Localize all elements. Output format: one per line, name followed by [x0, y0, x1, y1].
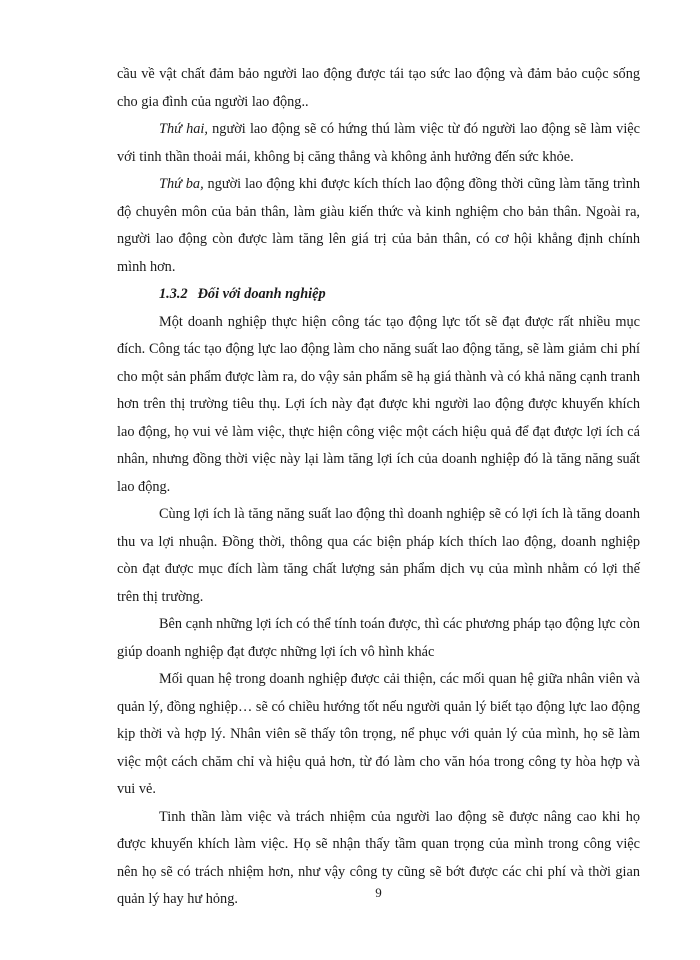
lead-phrase: Thứ hai, — [159, 121, 208, 137]
paragraph-text: người lao động sẽ có hứng thú làm việc từ đó người lao động sẽ làm việc với tinh thần thoải mái, không bị căng thẳng và không ảnh hưởng đến sức khỏe. — [117, 121, 640, 165]
paragraph-continuation: cầu về vật chất đảm bảo người lao động được tái tạo sức lao động và đảm bảo cuộc sống cho gia đình của người lao động.. — [117, 66, 640, 110]
section-title: Đối với doanh nghiệp — [197, 286, 326, 302]
section-heading — [159, 281, 640, 309]
paragraph: Một doanh nghiệp thực hiện công tác tạo động lực tốt sẽ đạt được rất nhiều mục đích. Công tác tạo động lực lao động làm cho năng suất lao động tăng, sẽ làm giảm chi phí cho một sản phẩm được làm ra, do vậy sản phẩm sẽ hạ giá thành và có khả năng cạnh tranh hơn trên thị trường tiêu thụ. Lợi ích này đạt được khi người lao động được khuyến khích lao động, họ vui vẻ làm việc, thực hiện công việc một cách hiệu quả để đạt được lợi ích cá nhân, nhưng đồng thời việc này lại làm tăng lợi ích của doanh nghiệp đó là tăng năng suất lao động. — [117, 313, 640, 495]
page-number: 9 — [375, 885, 382, 900]
paragraph-second-point — [117, 116, 640, 171]
section-number: 1.3.2 — [159, 286, 188, 302]
paragraph-third-point — [117, 171, 640, 281]
lead-phrase: Thứ ba, — [159, 176, 204, 192]
paragraph: Bên cạnh những lợi ích có thể tính toán được, thì các phương pháp tạo động lực còn giúp doanh nghiệp đạt được những lợi ích vô hình khác — [117, 616, 640, 660]
paragraph: Mối quan hệ trong doanh nghiệp được cải thiện, các mối quan hệ giữa nhân viên và quản lý, đồng nghiệp… sẽ có chiều hướng tốt nếu người quản lý biết tạo động lực lao động kịp thời và hợp lý. Nhân viên sẽ thấy tôn trọng, nể phục với quản lý của mình, họ sẽ làm việc một cách chăm chỉ và hiệu quả hơn, từ đó làm cho văn hóa trong công ty hòa hợp và vui vẻ. — [117, 671, 640, 797]
paragraph: Tinh thần làm việc và trách nhiệm của người lao động sẽ được nâng cao khi họ được khuyến khích làm việc. Họ sẽ nhận thấy tầm quan trọng của mình trong công việc nên họ sẽ có trách nhiệm hơn, như vậy công ty cũng sẽ bớt được các chi phí và thời gian quản lý hay hư hỏng. — [117, 808, 640, 907]
paragraph-text: người lao động khi được kích thích lao động đồng thời cũng làm tăng trình độ chuyên môn của bản thân, làm giàu kiến thức và kinh nghiệm cho bản thân. Ngoài ra, người lao động còn được làm tăng lên giá trị của bản thân, có cơ hội khẳng định chính mình hơn. — [117, 176, 640, 275]
paragraph: Cùng lợi ích là tăng năng suất lao động thì doanh nghiệp sẽ có lợi ích là tăng doanh thu va lợi nhuận. Đồng thời, thông qua các biện pháp kích thích lao động, doanh nghiệp còn đạt được mục đích làm tăng chất lượng sản phẩm dịch vụ của mình nhằm có lợi thế trên thị trường. — [117, 506, 640, 605]
